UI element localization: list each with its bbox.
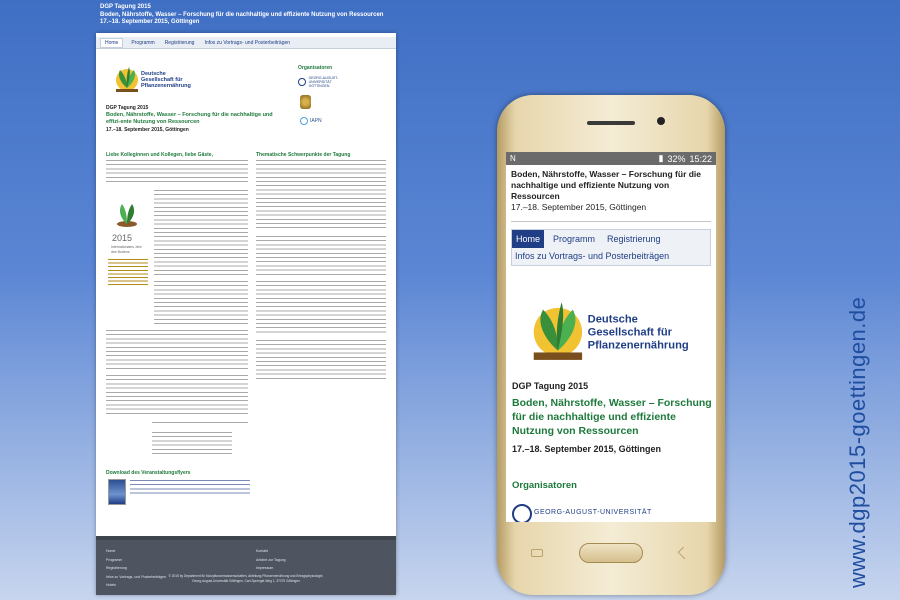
phone-header-date: 17.–18. September 2015, Göttingen — [511, 202, 647, 212]
recent-apps-icon[interactable] — [678, 547, 691, 560]
home-button[interactable] — [579, 543, 643, 563]
back-icon[interactable] — [531, 549, 543, 557]
signal-icon: ▮ — [658, 153, 664, 163]
header-date: 17.–18. September 2015, Göttingen — [100, 19, 200, 25]
desktop-nav — [96, 37, 396, 49]
year-badge-number: 2015 — [112, 233, 133, 243]
uni-name-line2: GÖTTINGEN — [308, 84, 330, 88]
dgp-logo — [530, 294, 690, 370]
nav-infos[interactable]: Infos zu Vortrags- und Posterbeiträgen — [204, 39, 291, 46]
event-headline: Boden, Nährstoffe, Wasser – Forschung für die nachhaltige und effiziente Nutzung von Ressourcen — [512, 397, 712, 437]
nav-programm[interactable]: Programm — [553, 234, 596, 244]
themes-text-block — [256, 281, 386, 335]
phone-header — [506, 165, 716, 213]
event-date: 17.–18. September 2015, Göttingen — [512, 444, 662, 454]
nav-infos[interactable]: Infos zu Vortrags- und Posterbeiträgen — [515, 251, 670, 261]
footer-col-1 — [106, 547, 166, 590]
logo-line2: Gesellschaft für — [141, 77, 183, 83]
header-subtitle: Boden, Nährstoffe, Wasser – Forschung für die nachhaltige und effiziente Nutzung von Ressourcen — [100, 11, 384, 18]
themes-text-block — [256, 236, 386, 276]
themes-heading: Thematische Schwerpunkte der Tagung — [256, 152, 351, 158]
logo-line3: Pflanzenernährung — [587, 339, 689, 352]
divider — [511, 221, 711, 222]
phone-status-bar — [506, 152, 716, 165]
signature-block — [152, 432, 232, 454]
phone-screen — [506, 152, 716, 522]
org-crest-icon[interactable] — [300, 95, 311, 109]
greeting-text-block — [152, 422, 248, 426]
nav-programm[interactable]: Programm — [131, 39, 155, 46]
flyer-thumbnail[interactable] — [108, 479, 126, 505]
phone-header-headline: Boden, Nährstoffe, Wasser – Forschung für die nachhaltige und effiziente Nutzung von Ressourcen — [511, 169, 702, 201]
flyer-link-text[interactable] — [130, 480, 250, 494]
phone-camera-icon — [657, 117, 665, 125]
desktop-page — [96, 33, 396, 595]
footer-link[interactable]: Kontakt — [256, 549, 268, 553]
iapn-label: IAPN — [310, 118, 322, 124]
download-heading: Download des Veranstaltungsflyers — [106, 470, 191, 476]
logo-line2: Gesellschaft für — [587, 326, 673, 339]
event-title: DGP Tagung 2015 — [106, 105, 149, 111]
org-uni-goettingen[interactable] — [298, 77, 358, 87]
nav-registrierung[interactable]: Registrierung — [607, 234, 661, 244]
event-title: DGP Tagung 2015 — [512, 381, 589, 391]
greeting-text-block — [106, 160, 248, 182]
greeting-text-block — [154, 190, 248, 276]
event-date: 17.–18. September 2015, Göttingen — [106, 127, 189, 133]
org-iapn[interactable] — [300, 117, 322, 125]
themes-list — [256, 160, 386, 230]
uni-seal-icon — [512, 504, 532, 522]
footer-link[interactable]: Programm — [106, 557, 123, 562]
site-footer — [96, 540, 396, 595]
greeting-text-block — [106, 375, 248, 415]
iapn-icon — [300, 117, 308, 125]
uni-name-line1: GEORG-AUGUST-UNIVERSITÄT — [308, 76, 339, 84]
logo-line1: Deutsche — [587, 313, 638, 326]
logo-line3: Pflanzenernährung — [141, 83, 191, 89]
clock: 15:22 — [689, 153, 712, 164]
footer-col-2 — [256, 547, 286, 573]
footer-link[interactable]: Impressum — [256, 566, 274, 570]
nav-home[interactable]: Home — [512, 230, 544, 248]
uni-name-fragment: GEORG-AUGUST-UNIVERSITÄT — [534, 509, 652, 516]
phone-nav — [511, 229, 711, 266]
logo-line1: Deutsche — [141, 71, 166, 77]
copyright-line1: © 2015 by Department für Nutzpflanzenwissenschaften, Abteilung Pflanzenernährung und Ertragsphysiologie, — [168, 574, 324, 578]
themes-text-block — [256, 340, 386, 380]
organizers-title: Organisatoren — [512, 480, 577, 491]
website-url: www.dgp2015-goettingen.de — [845, 296, 870, 588]
footer-copyright — [156, 574, 336, 583]
nav-home[interactable]: Home — [100, 38, 123, 48]
site-header — [100, 4, 383, 27]
footer-link[interactable]: Hotels — [106, 583, 116, 587]
greeting-text-block — [154, 281, 248, 327]
footer-link[interactable]: Registrierung — [106, 566, 127, 570]
greeting-heading: Liebe Kolleginnen und Kollegen, liebe Gäste, — [106, 152, 213, 158]
footer-link[interactable]: Infos zu Vortrags- und Posterbeiträgen — [106, 574, 166, 579]
header-title: DGP Tagung 2015 — [100, 4, 151, 10]
footer-link[interactable]: Home — [106, 549, 116, 553]
copyright-line2: Georg-August-Universität Göttingen, Carl-Sprengel-Weg 1, 37075 Göttingen — [192, 578, 300, 583]
image-caption — [108, 259, 148, 285]
event-headline: Boden, Nährstoffe, Wasser – Forschung für die nachhaltige und effizi-ente Nutzung von Ressourcen — [106, 112, 273, 125]
year-badge-label: Internationales Jahr des Bodens — [111, 245, 142, 254]
phone-mockup — [497, 95, 725, 595]
phone-speaker — [587, 121, 635, 125]
dgp-logo — [114, 63, 200, 97]
uni-seal-icon — [298, 78, 306, 86]
greeting-text-block — [106, 330, 248, 370]
notification-icon: N — [510, 154, 516, 163]
organizers-title: Organisatoren — [298, 65, 333, 71]
footer-link[interactable]: Anfahrt zur Tagung — [256, 557, 286, 562]
battery-level: 32% — [667, 153, 686, 164]
nav-registrierung[interactable]: Registrierung — [164, 39, 195, 46]
